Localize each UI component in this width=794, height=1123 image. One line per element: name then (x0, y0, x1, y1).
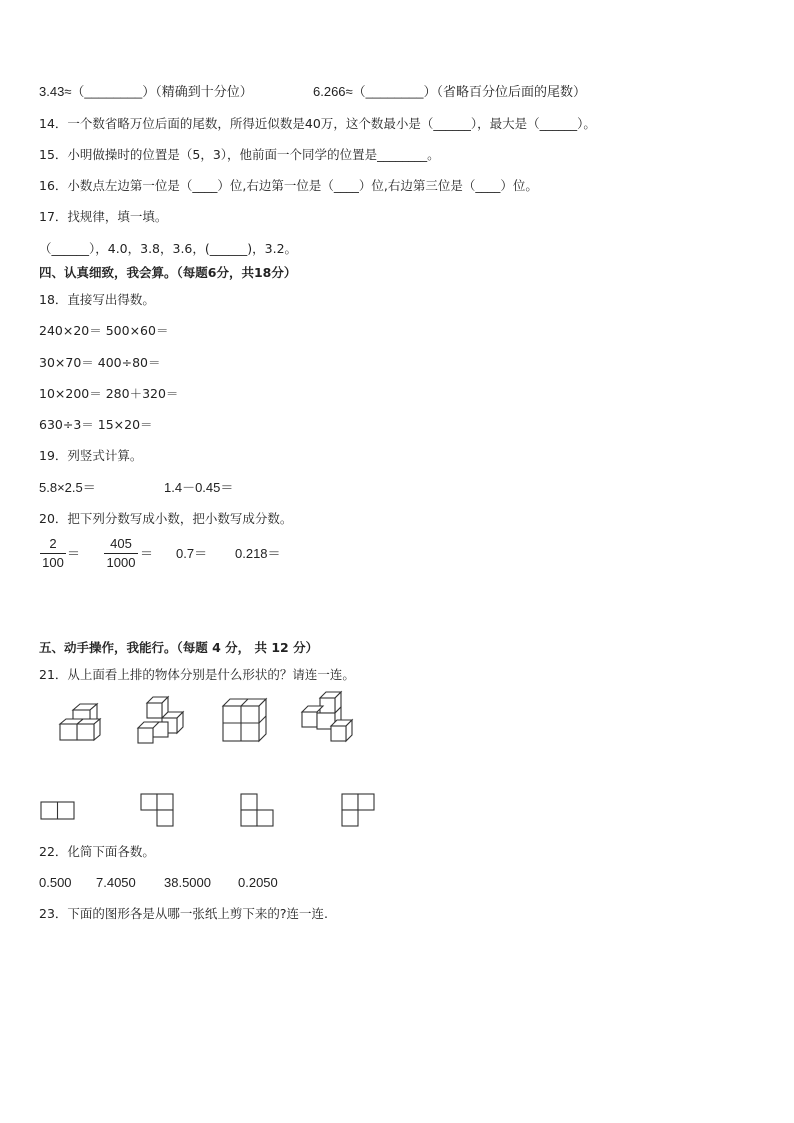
q22-number-d: 0.2050 (238, 875, 278, 890)
cube-object-3 (220, 696, 270, 744)
q18-row-3: 10×200＝ 280＋320＝ (39, 386, 179, 401)
q19-problem-b: 1.4－0.45＝ (164, 480, 234, 495)
q20-equals-2: ＝ (140, 546, 154, 561)
q19-problem-a: 5.8×2.5＝ (39, 480, 96, 495)
q18-row-2: 30×70＝ 400÷80＝ (39, 355, 161, 370)
fraction-numerator: 2 (49, 536, 57, 551)
top-view-shape-1 (40, 801, 76, 821)
top-view-shape-3 (240, 793, 276, 829)
q20-text: 20．把下列分数写成小数，把小数写成分数。 (39, 511, 293, 526)
cube-object-4 (298, 690, 356, 744)
cube-object-1 (55, 702, 115, 746)
q17-text: 17．找规律，填一填。 (39, 209, 168, 224)
q20-equals-1: ＝ (67, 546, 81, 561)
fraction-denominator: 1000 (106, 555, 136, 570)
q13b-text: 6.266≈（________）（省略百分位后面的尾数） (313, 84, 587, 99)
q18-row-4: 630÷3＝ 15×20＝ (39, 417, 153, 432)
q18-text: 18．直接写出得数。 (39, 292, 155, 307)
q22-number-c: 38.5000 (164, 875, 211, 890)
section5-heading: 五、动手操作，我能行。（每题 4 分， 共 12 分） (39, 640, 319, 655)
section4-heading: 四、认真细致，我会算。（每题6分，共18分） (39, 265, 297, 280)
q17-sequence: （______），4.0，3.8，3.6，(______)，3.2。 (39, 241, 298, 256)
q20-decimal-1: 0.7＝ (176, 546, 208, 561)
cube-object-2 (135, 694, 191, 746)
q21-text: 21．从上面看上排的物体分别是什么形状的？请连一连。 (39, 667, 355, 682)
q20-fraction-1 (40, 536, 66, 571)
top-view-shape-2 (140, 793, 176, 829)
q20-fraction-2 (104, 536, 138, 571)
fraction-denominator: 100 (42, 555, 64, 570)
top-view-shape-4 (341, 793, 377, 829)
q22-number-b: 7.4050 (96, 875, 136, 890)
q22-text: 22．化简下面各数。 (39, 844, 155, 859)
fraction-numerator: 405 (110, 536, 132, 551)
q18-row-1: 240×20＝ 500×60＝ (39, 323, 169, 338)
q19-text: 19．列竖式计算。 (39, 448, 143, 463)
q23-text: 23．下面的图形各是从哪一张纸上剪下来的?连一连. (39, 906, 329, 921)
q13a-text: 3.43≈（________）（精确到十分位） (39, 84, 253, 99)
q15-text: 15．小明做操时的位置是（5，3），他前面一个同学的位置是________。 (39, 147, 440, 162)
q14-text: 14．一个数省略万位后面的尾数，所得近似数是40万，这个数最小是（______），最大是（______）。 (39, 116, 596, 131)
q16-text: 16．小数点左边第一位是（____）位,右边第一位是（____）位,右边第三位是（____）位。 (39, 178, 538, 193)
q20-decimal-2: 0.218＝ (235, 546, 281, 561)
q22-number-a: 0.500 (39, 875, 72, 890)
